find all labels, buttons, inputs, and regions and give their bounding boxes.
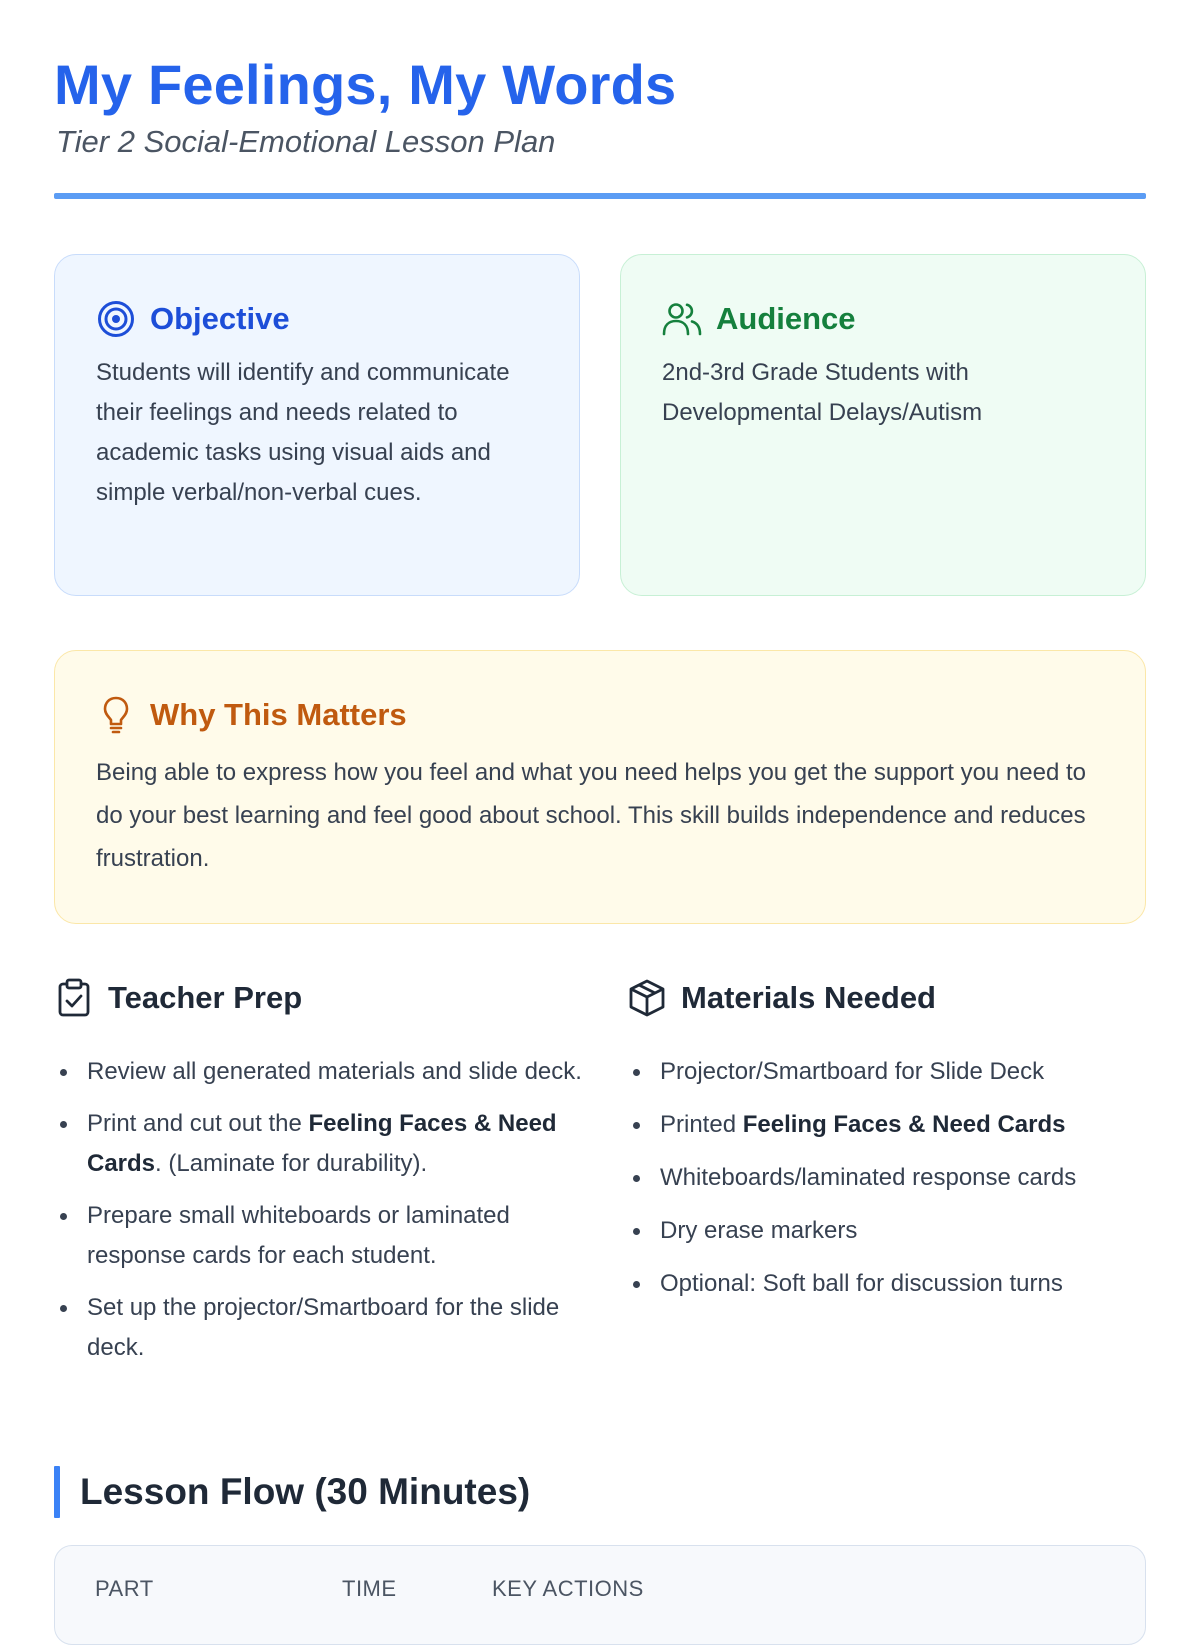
page-title: My Feelings, My Words [54, 53, 677, 116]
list-item [627, 1211, 1147, 1251]
list-item [54, 1052, 594, 1092]
teacher-prep-title: Teacher Prep [108, 980, 303, 1015]
list-item [627, 1052, 1147, 1092]
audience-header [662, 299, 1105, 339]
list-item [54, 1288, 594, 1368]
list-item [627, 1158, 1147, 1198]
teacher-prep-list [54, 1052, 594, 1380]
audience-text: 2nd-3rd Grade Students with Developmental Delays/Autism [662, 359, 983, 426]
target-icon [96, 299, 136, 339]
list-item-text: Set up the projector/Smartboard for the slide deck. [87, 1294, 560, 1361]
column-header-part: PART [95, 1576, 154, 1601]
materials-header [627, 976, 936, 1020]
materials-list [627, 1052, 1147, 1317]
list-item-bold: Feeling Faces & Need Cards [87, 1110, 557, 1177]
column-header-key-actions: KEY ACTIONS [492, 1576, 644, 1601]
list-item [54, 1196, 594, 1276]
lesson-flow-header [54, 1466, 530, 1518]
objective-card [54, 254, 580, 596]
why-header [96, 695, 1105, 735]
list-item-text: Review all generated materials and slide deck. [87, 1058, 582, 1085]
clipboard-check-icon [54, 978, 94, 1018]
why-title: Why This Matters [150, 697, 407, 732]
list-item-text: Optional: Soft ball for discussion turns [660, 1270, 1063, 1297]
column-header-time: TIME [342, 1576, 397, 1601]
teacher-prep-header [54, 976, 302, 1020]
objective-text: Students will identify and communicate their feelings and needs related to academic tasks using visual aids and simple verbal/non-verbal cues. [96, 359, 510, 506]
lesson-flow-title: Lesson Flow (30 Minutes) [80, 1471, 531, 1512]
why-text: Being able to express how you feel and what you need helps you get the support you need to do your best learning and feel good about school. This skill builds independence and reduces frustration. [96, 759, 1087, 872]
audience-title: Audience [716, 301, 856, 336]
users-icon [662, 299, 702, 339]
materials-title: Materials Needed [681, 980, 936, 1015]
objective-title: Objective [150, 301, 290, 336]
list-item [627, 1105, 1147, 1145]
list-item [627, 1264, 1147, 1304]
list-item-text: Dry erase markers [660, 1217, 858, 1244]
list-item-text: Whiteboards/laminated response cards [660, 1164, 1077, 1191]
list-item-text: Projector/Smartboard for Slide Deck [660, 1058, 1045, 1085]
list-item-bold: Feeling Faces & Need Cards [742, 1111, 1066, 1138]
title-divider [54, 193, 1146, 199]
box-icon [627, 978, 667, 1018]
list-item-text: Printed [660, 1111, 743, 1138]
objective-header [96, 299, 539, 339]
list-item-text: Prepare small whiteboards or laminated response cards for each student. [87, 1202, 510, 1269]
audience-card [620, 254, 1146, 596]
lesson-flow-table [54, 1545, 1146, 1645]
page-subtitle: Tier 2 Social-Emotional Lesson Plan [56, 124, 556, 159]
list-item-text: Print and cut out the [87, 1110, 309, 1137]
lightbulb-icon [96, 695, 136, 735]
section-accent-bar [54, 1466, 60, 1518]
why-this-matters-card [54, 650, 1146, 924]
list-item-text: . (Laminate for durability). [155, 1150, 428, 1177]
list-item [54, 1104, 594, 1184]
